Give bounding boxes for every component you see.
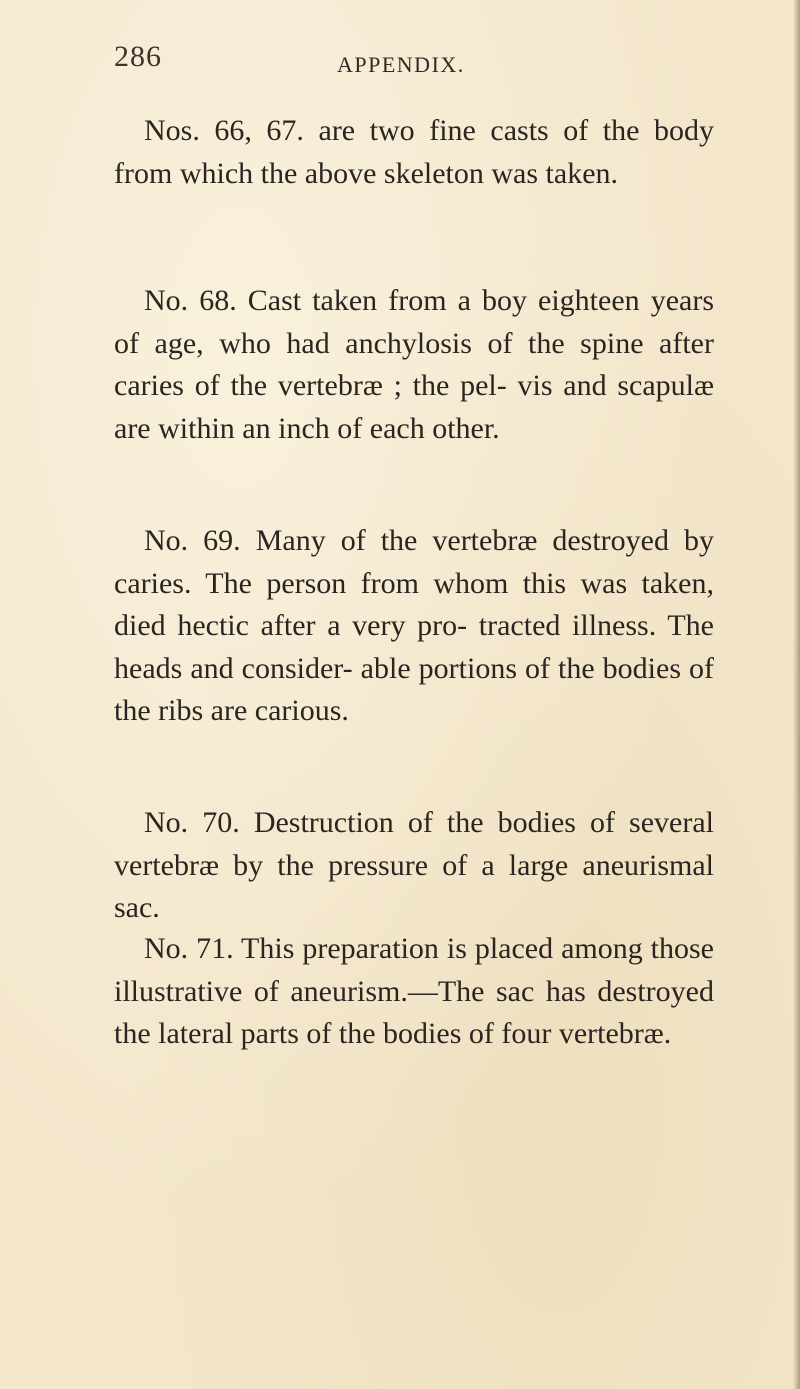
catalogue-entry	[114, 280, 714, 450]
entry-text: This preparation is placed among those illustrative of aneurism.—The sac has destroyed the lateral parts of the bodies of four vertebræ.	[114, 932, 714, 1050]
entry-text: Cast taken from a boy eighteen years of age, who had anchylosis of the spine after caries of the vertebræ ; the pel- vis and scapulæ are within an inch of each other.	[114, 284, 715, 445]
entry-label: No. 68.	[144, 284, 237, 317]
catalogue-entry	[114, 110, 714, 195]
page-edge-shadow	[793, 0, 800, 1389]
entry-label: Nos. 66, 67.	[144, 114, 304, 147]
entry-text: Destruction of the bodies of several vertebræ by the pressure of a large aneurismal sac.	[114, 806, 715, 924]
entry-label: No. 71.	[144, 932, 234, 965]
catalogue-entry	[114, 802, 714, 930]
entry-label: No. 69.	[144, 524, 241, 557]
page-number: 286	[114, 40, 162, 73]
entry-text: are two fine casts of the body from which the above skeleton was taken.	[114, 114, 715, 190]
running-head: APPENDIX.	[337, 52, 465, 77]
entry-text: Many of the vertebræ destroyed by caries. The person from whom this was taken, died hectic after a very pro- tracted illness. The heads and consider- able portions of the bodies of the ribs are carious.	[114, 524, 714, 727]
catalogue-entry	[114, 928, 714, 1056]
entry-label: No. 70.	[144, 806, 240, 839]
catalogue-entry	[114, 520, 714, 733]
